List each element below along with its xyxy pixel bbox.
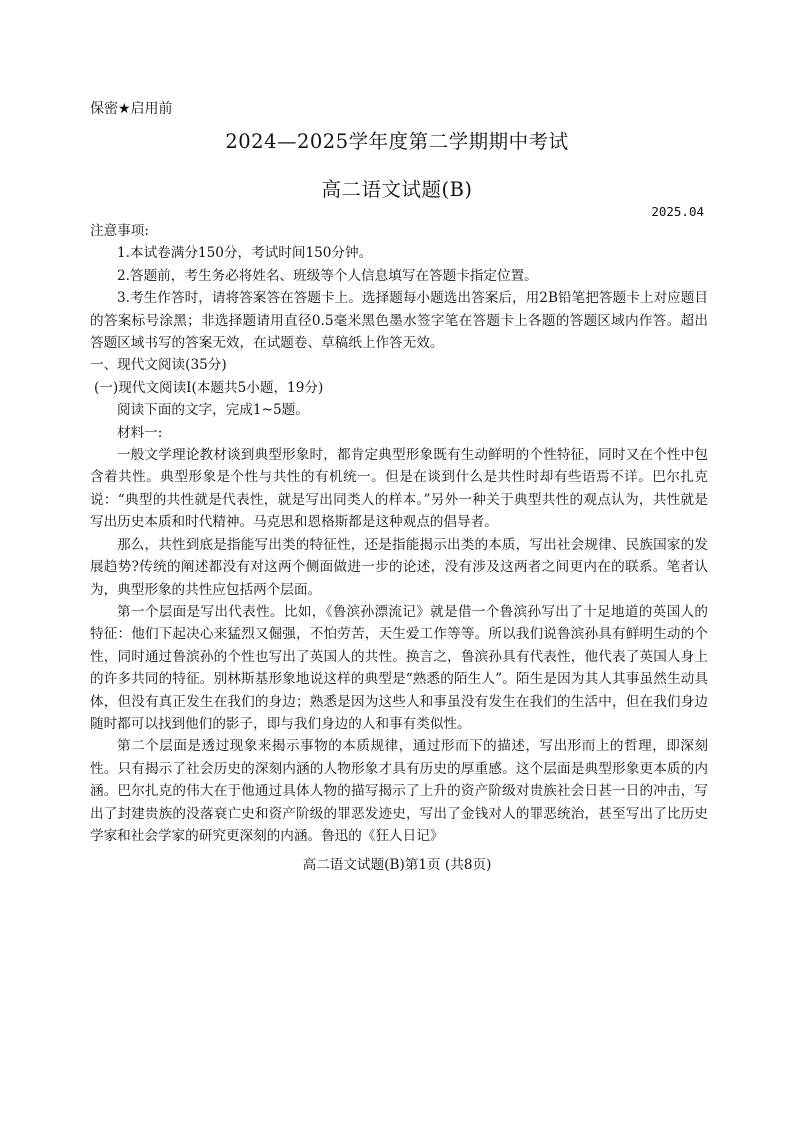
exam-title: 2024—2025学年度第二学期期中考试 — [225, 130, 569, 153]
confidential-label: 保密★启用前 — [90, 101, 173, 117]
notice-heading: 注意事项: — [90, 223, 149, 239]
material-label: 材料一: — [117, 424, 163, 441]
notice-item: 1.本试卷满分150分，考试时间150分钟。 — [117, 245, 373, 262]
notice-item: 2.答题前，考生务必将姓名、班级等个人信息填写在答题卡指定位置。 — [117, 267, 538, 284]
reading-instruction: 阅读下面的文字，完成1~5题。 — [117, 402, 309, 419]
paper-title: 高二语文试题(B) — [321, 178, 473, 201]
section-heading: 一、现代文阅读(35分) — [90, 357, 227, 374]
exam-date: 2025.04 — [651, 204, 704, 219]
passage-paragraph: 一般文学理论教材谈到典型形象时，都肯定典型形象既有生动鲜明的个性特征，同时又在个性中包含着共性。典型形象是个性与共性的有机统一。但是在谈到什么是共性时却有些语焉不详。巴尔扎克说：“典型的共性就是代表性，就是写出同类人的样本。”另外一种关于典型共性的观点认为，共性就是写出历史本质和时代精神。马克思和恩格斯都是这种观点的倡导者。 — [90, 447, 708, 531]
subsection-heading: (一)现代文阅读Ⅰ(本题共5小题，19分) — [94, 379, 324, 396]
passage-paragraph: 第一个层面是写出代表性。比如，《鲁滨孙漂流记》就是借一个鲁滨孙写出了十足地道的英国人的特征：他们下起决心来猛烈又倔强，不怕劳苦，天生爱工作等等。所以我们说鲁滨孙具有鲜明生动的个性，同时通过鲁滨孙的个性也写出了英国人的共性。换言之，鲁滨孙具有代表性，他代表了英国人身上的许多共同的特征。别林斯基形象地说这样的典型是“熟悉的陌生人”。陌生是因为其人其事虽然生动具体，但没有真正发生在我们的身边；熟悉是因为这些人和事虽没有发生在我们的生活中，但在我们身边随时都可以找到他们的影子，即与我们身边的人和事有类似性。 — [90, 603, 708, 732]
passage-paragraph: 第二个层面是透过现象来揭示事物的本质规律，通过形而下的描述，写出形而上的哲理，即深刻性。只有揭示了社会历史的深刻内涵的人物形象才具有历史的厚重感。这个层面是典型形象更本质的内涵。巴尔扎克的伟大在于他通过具体人物的描写揭示了上升的资产阶级对贵族社会日甚一日的冲击，写出了封建贵族的没落衰亡史和资产阶级的罪恶发迹史，写出了金钱对人的罪恶统治，甚至写出了比历史学家和社会学家的研究更深刻的内涵。鲁迅的《狂人日记》 — [90, 738, 708, 844]
notice-item: 3.考生作答时，请将答案答在答题卡上。选择题每小题选出答案后，用2B铅笔把答题卡上对应题目的答案标号涂黑；非选择题请用直径0.5毫米黑色墨水签字笔在答题卡上各题的答题区域内作答。超出答题区域书写的答案无效，在试题卷、草稿纸上作答无效。 — [90, 290, 708, 352]
passage-paragraph: 那么，共性到底是指能写出类的特征性，还是指能揭示出类的本质，写出社会规律、民族国家的发展趋势?传统的阐述都没有对这两个侧面做进一步的论述，没有涉及这两者之间更内在的联系。笔者认为，典型形象的共性应包括两个层面。 — [90, 536, 708, 598]
page-footer: 高二语文试题(B)第1页 (共8页) — [302, 857, 492, 873]
exam-body — [90, 220, 708, 847]
